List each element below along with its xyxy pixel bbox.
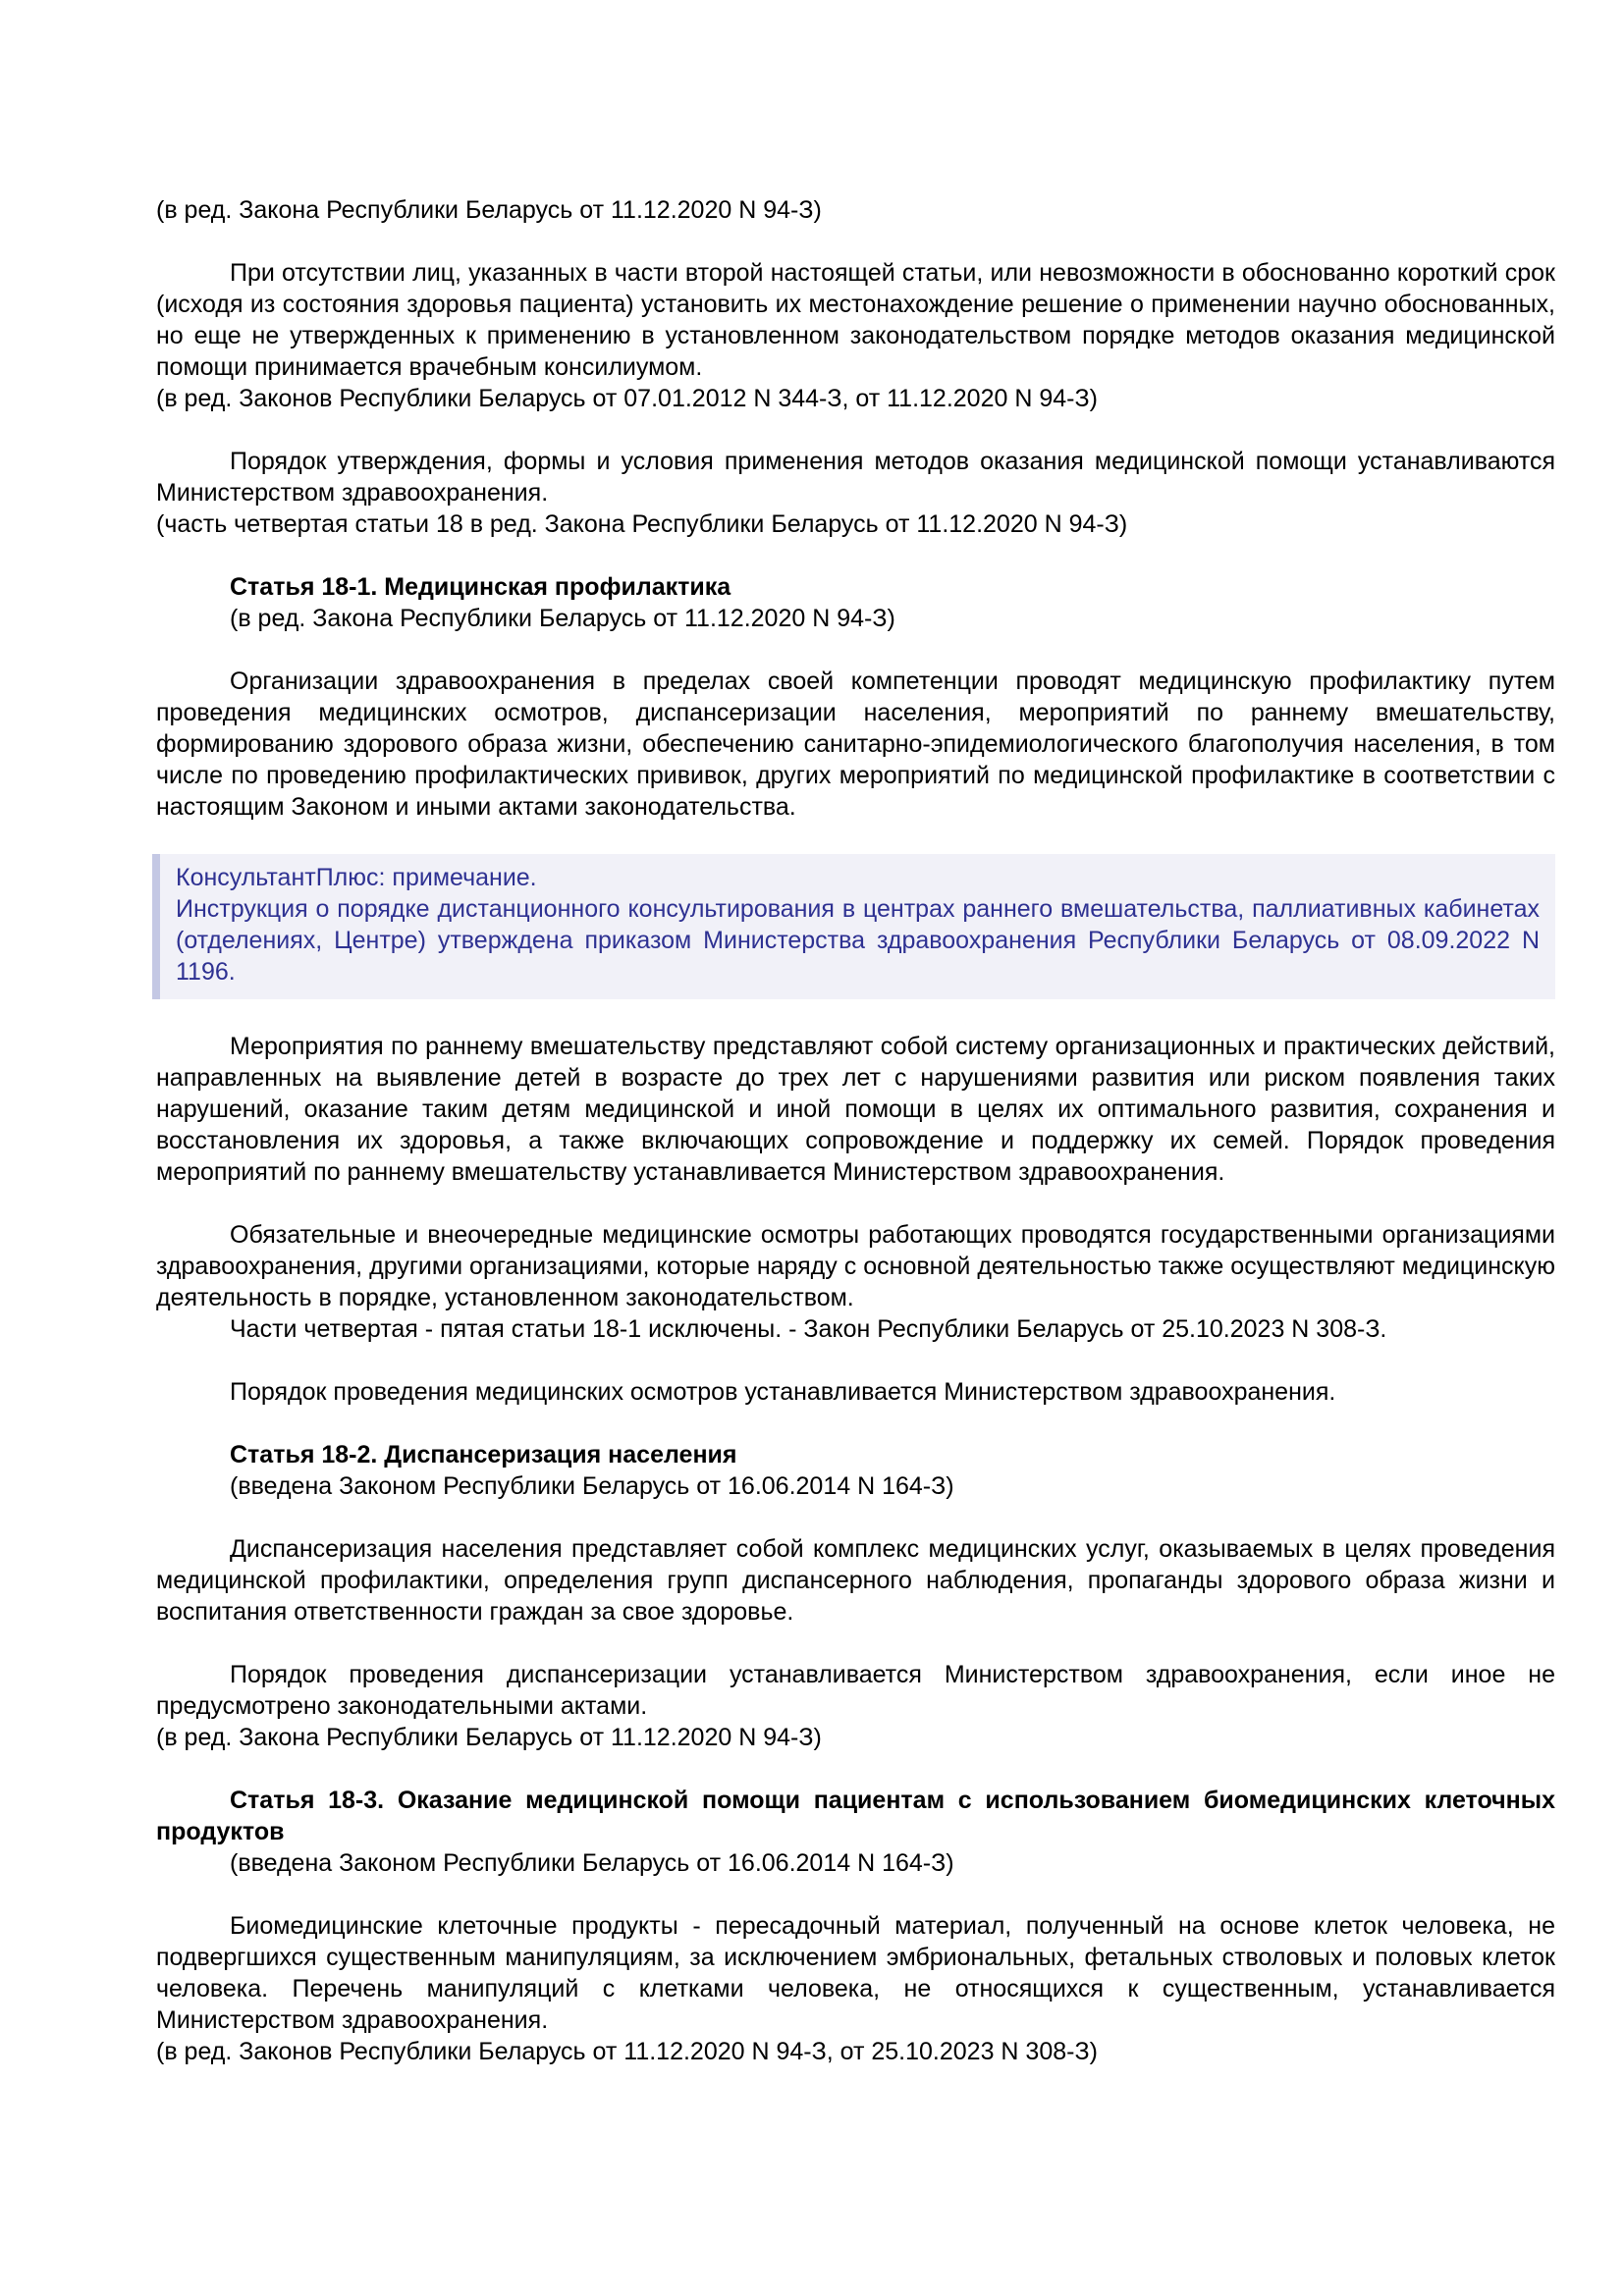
article-heading: Статья 18-2. Диспансеризация населения xyxy=(230,1441,737,1468)
callout-text: Инструкция о порядке дистанционного консультирования в центрах раннего вмешательства, паллиативных кабинетах (отделениях, Центре) утверждена приказом Министерства здравоохранения Республики Беларусь от 08.09.2022 N 1196. xyxy=(176,895,1540,986)
amendment-note: (введена Законом Республики Беларусь от 16.06.2014 N 164-З) xyxy=(230,1472,954,1500)
paragraph: Диспансеризация населения представляет собой комплекс медицинских услуг, оказываемых в целях проведения медицинской профилактики, определения групп диспансерного наблюдения, пропаганды здорового образа жизни и воспитания ответственности граждан за свое здоровье. xyxy=(156,1535,1555,1626)
paragraph: При отсутствии лиц, указанных в части второй настоящей статьи, или невозможности в обоснованно короткий срок (исходя из состояния здоровья пациента) установить их местонахождение решение о применении научно обоснованных, но еще не утвержденных к применению в установленном законодательством порядке методов оказания медицинской помощи принимается врачебным консилиумом. xyxy=(156,259,1555,381)
paragraph: Порядок проведения диспансеризации устанавливается Министерством здравоохранения, если иное не предусмотрено законодательными актами. xyxy=(156,1661,1555,1720)
amendment-note: (в ред. Закона Республики Беларусь от 11.12.2020 N 94-З) xyxy=(156,1724,822,1751)
article-heading: Статья 18-1. Медицинская профилактика xyxy=(230,573,731,601)
paragraph: Мероприятия по раннему вмешательству представляют собой систему организационных и практических действий, направленных на выявление детей в возрасте до трех лет с нарушениями развития или риском появления таких нарушений, оказание таким детям медицинской и иной помощи в целях их оптимального развития, сохранения и восстановления их здоровья, а также включающих сопровождение и поддержку их семей. Порядок проведения мероприятий по раннему вмешательству устанавливается Министерством здравоохранения. xyxy=(156,1033,1555,1186)
amendment-note: (в ред. Законов Республики Беларусь от 11.12.2020 N 94-З, от 25.10.2023 N 308-З) xyxy=(156,2038,1098,2065)
exclusion-note: Части четвертая - пятая статьи 18-1 исключены. - Закон Республики Беларусь от 25.10.2023 N 308-З. xyxy=(230,1315,1387,1343)
paragraph: Биомедицинские клеточные продукты - пересадочный материал, полученный на основе клеток человека, не подвергшихся существенным манипуляциям, за исключением эмбриональных, фетальных стволовых и половых клеток человека. Перечень манипуляций с клетками человека, не относящихся к существенным, устанавливается Министерством здравоохранения. xyxy=(156,1912,1555,2034)
amendment-note: (в ред. Закона Республики Беларусь от 11.12.2020 N 94-З) xyxy=(230,605,895,632)
paragraph: Обязательные и внеочередные медицинские осмотры работающих проводятся государственными организациями здравоохранения, другими организациями, которые наряду с основной деятельностью также осуществляют медицинскую деятельность в порядке, установленном законодательством. xyxy=(156,1221,1555,1311)
paragraph: Порядок утверждения, формы и условия применения методов оказания медицинской помощи устанавливаются Министерством здравоохранения. xyxy=(156,448,1555,507)
consultant-note-callout xyxy=(152,854,1555,999)
paragraph: Порядок проведения медицинских осмотров устанавливается Министерством здравоохранения. xyxy=(230,1378,1336,1406)
document-page xyxy=(156,194,1555,2067)
paragraph: Организации здравоохранения в пределах своей компетенции проводят медицинскую профилактику путем проведения медицинских осмотров, диспансеризации населения, мероприятий по раннему вмешательству, формированию здорового образа жизни, обеспечению санитарно-эпидемиологического благополучия населения, в том числе по проведению профилактических прививок, других мероприятий по медицинской профилактике в соответствии с настоящим Законом и иными актами законодательства. xyxy=(156,667,1555,821)
amendment-note: (часть четвертая статьи 18 в ред. Закона Республики Беларусь от 11.12.2020 N 94-З) xyxy=(156,510,1128,538)
amendment-note: (в ред. Закона Республики Беларусь от 11.12.2020 N 94-З) xyxy=(156,196,822,224)
callout-title: КонсультантПлюс: примечание. xyxy=(176,864,537,891)
amendment-note: (в ред. Законов Республики Беларусь от 07.01.2012 N 344-З, от 11.12.2020 N 94-З) xyxy=(156,385,1098,412)
amendment-note: (введена Законом Республики Беларусь от 16.06.2014 N 164-З) xyxy=(230,1849,954,1877)
article-heading: Статья 18-3. Оказание медицинской помощи пациентам с использованием биомедицинских клеточных продуктов xyxy=(156,1787,1555,1845)
